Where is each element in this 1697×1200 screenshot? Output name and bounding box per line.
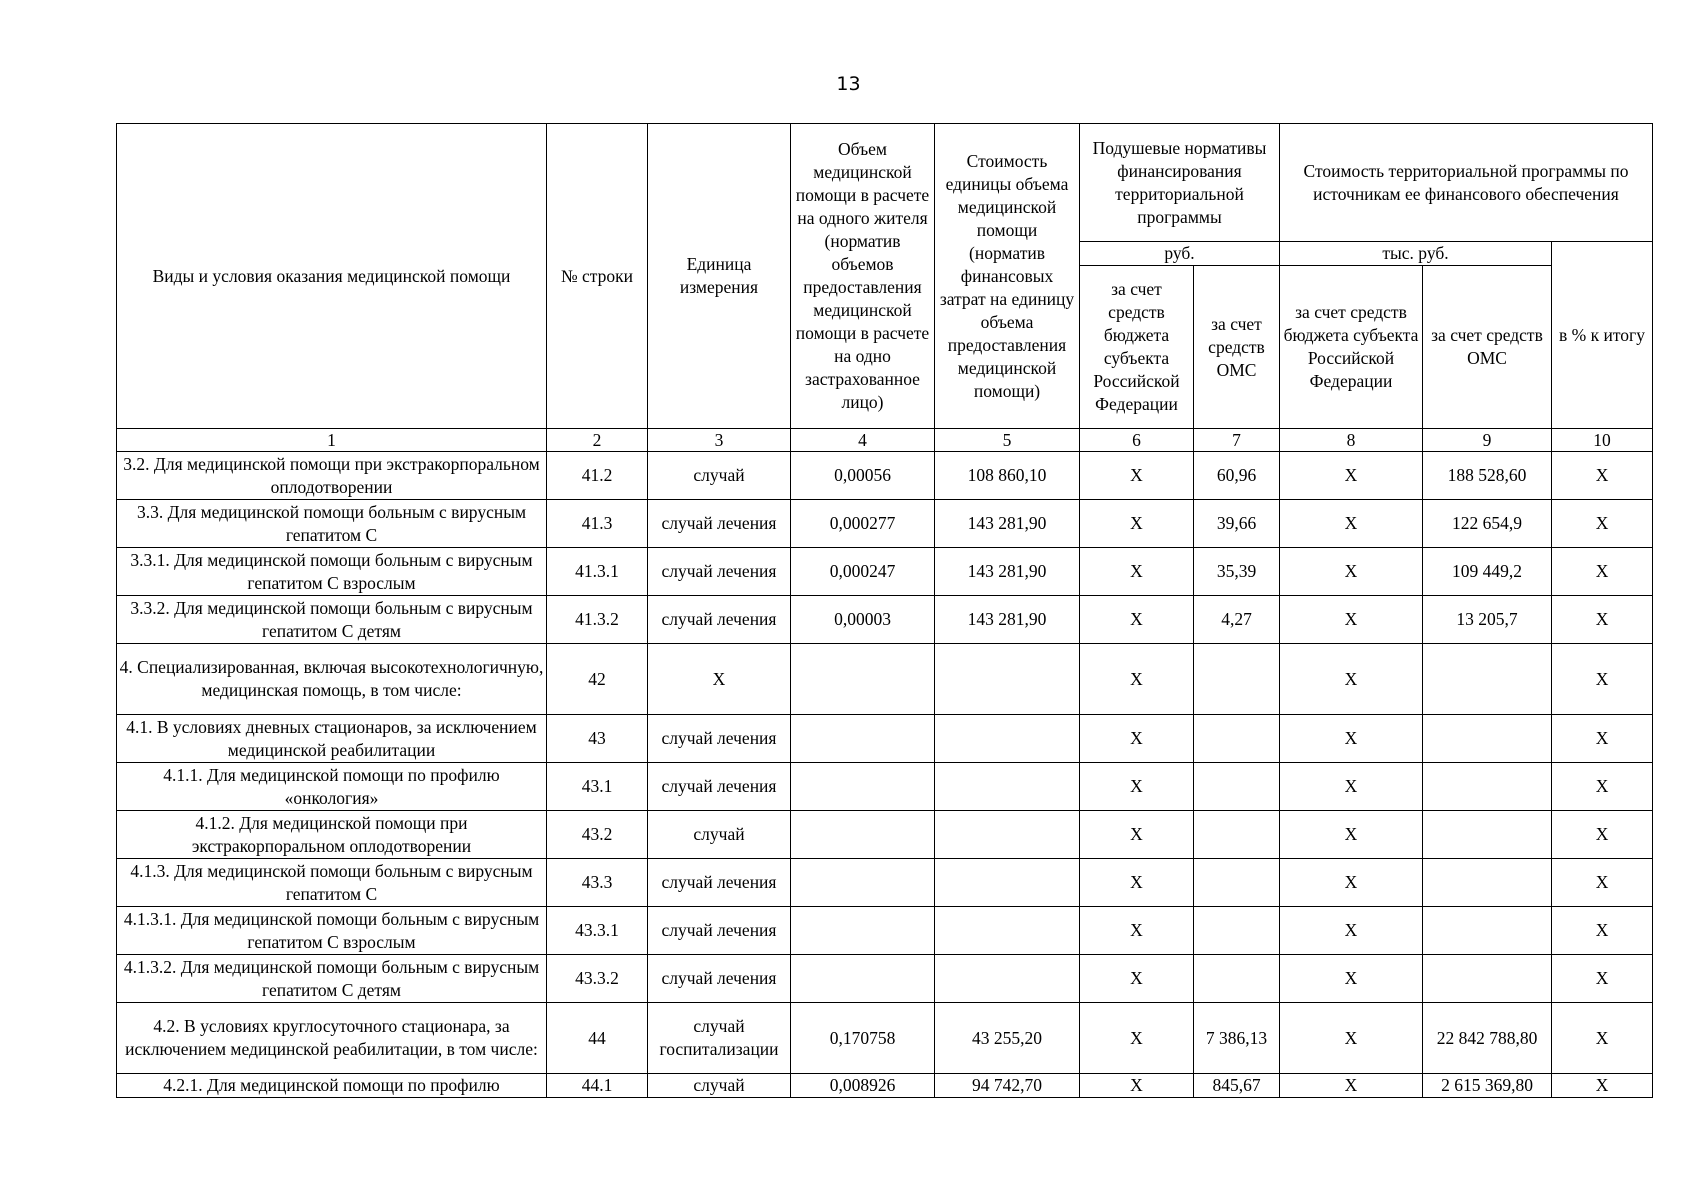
row-per-capita-budget: X xyxy=(1080,548,1194,596)
header-unit: Единица измерения xyxy=(648,124,791,429)
row-unit-cost xyxy=(935,644,1080,715)
row-cost-oms xyxy=(1423,955,1552,1003)
row-description: 4.1.3.2. Для медицинской помощи больным с вирусным гепатитом С детям xyxy=(117,955,547,1003)
row-per-capita-budget: X xyxy=(1080,907,1194,955)
row-per-capita-budget: X xyxy=(1080,1074,1194,1098)
row-volume xyxy=(791,763,935,811)
row-cost-oms xyxy=(1423,763,1552,811)
row-number: 41.2 xyxy=(547,452,648,500)
row-cost-oms xyxy=(1423,811,1552,859)
row-number: 43.3 xyxy=(547,859,648,907)
row-cost-oms: 109 449,2 xyxy=(1423,548,1552,596)
table-row xyxy=(117,644,1653,715)
header-budget-subject-thous: за счет средств бюджета субъекта Российской Федерации xyxy=(1280,266,1423,429)
row-per-capita-oms: 4,27 xyxy=(1194,596,1280,644)
row-description: 4.1.3. Для медицинской помощи больным с вирусным гепатитом С xyxy=(117,859,547,907)
row-unit-cost xyxy=(935,907,1080,955)
column-number: 2 xyxy=(547,429,648,452)
row-per-capita-budget: X xyxy=(1080,1003,1194,1074)
header-program-cost: Стоимость территориальной программы по источникам ее финансового обеспечения xyxy=(1280,124,1653,242)
row-number: 41.3.2 xyxy=(547,596,648,644)
row-cost-budget: X xyxy=(1280,500,1423,548)
row-cost-oms: 188 528,60 xyxy=(1423,452,1552,500)
row-number: 42 xyxy=(547,644,648,715)
row-cost-oms xyxy=(1423,907,1552,955)
row-description: 3.3. Для медицинской помощи больным с вирусным гепатитом С xyxy=(117,500,547,548)
row-unit: случай xyxy=(648,811,791,859)
row-per-capita-oms xyxy=(1194,811,1280,859)
row-per-capita-budget: X xyxy=(1080,763,1194,811)
column-number: 5 xyxy=(935,429,1080,452)
row-number: 41.3 xyxy=(547,500,648,548)
row-cost-budget: X xyxy=(1280,596,1423,644)
row-percent: X xyxy=(1552,811,1653,859)
row-cost-oms: 22 842 788,80 xyxy=(1423,1003,1552,1074)
table-row xyxy=(117,500,1653,548)
row-cost-budget: X xyxy=(1280,1003,1423,1074)
row-per-capita-oms: 7 386,13 xyxy=(1194,1003,1280,1074)
row-cost-budget: X xyxy=(1280,548,1423,596)
row-description: 3.3.1. Для медицинской помощи больным с вирусным гепатитом С взрослым xyxy=(117,548,547,596)
row-number: 43.3.2 xyxy=(547,955,648,1003)
column-number: 4 xyxy=(791,429,935,452)
header-oms-thous: за счет средств ОМС xyxy=(1423,266,1552,429)
row-number: 41.3.1 xyxy=(547,548,648,596)
column-number: 7 xyxy=(1194,429,1280,452)
row-number: 43.3.1 xyxy=(547,907,648,955)
row-description: 3.3.2. Для медицинской помощи больным с вирусным гепатитом С детям xyxy=(117,596,547,644)
financing-table xyxy=(116,123,1653,1098)
row-volume xyxy=(791,811,935,859)
row-volume xyxy=(791,715,935,763)
row-cost-budget: X xyxy=(1280,763,1423,811)
row-cost-budget: X xyxy=(1280,1074,1423,1098)
row-percent: X xyxy=(1552,763,1653,811)
row-percent: X xyxy=(1552,548,1653,596)
row-description: 3.2. Для медицинской помощи при экстракорпоральном оплодотворении xyxy=(117,452,547,500)
row-cost-budget: X xyxy=(1280,715,1423,763)
header-rub: руб. xyxy=(1080,242,1280,266)
header-volume: Объем медицинской помощи в расчете на одного жителя (норматив объемов предоставления медицинской помощи в расчете на одно застрахованное лицо) xyxy=(791,124,935,429)
row-volume: 0,008926 xyxy=(791,1074,935,1098)
row-per-capita-oms xyxy=(1194,955,1280,1003)
row-unit: случай госпитализации xyxy=(648,1003,791,1074)
row-cost-budget: X xyxy=(1280,644,1423,715)
row-percent: X xyxy=(1552,1074,1653,1098)
row-unit-cost xyxy=(935,811,1080,859)
row-percent: X xyxy=(1552,644,1653,715)
row-number: 43.1 xyxy=(547,763,648,811)
row-unit: случай лечения xyxy=(648,715,791,763)
table-row xyxy=(117,596,1653,644)
row-volume xyxy=(791,907,935,955)
row-number: 44 xyxy=(547,1003,648,1074)
header-kind: Виды и условия оказания медицинской помощи xyxy=(117,124,547,429)
table-row xyxy=(117,1074,1653,1098)
row-per-capita-oms xyxy=(1194,907,1280,955)
row-cost-budget: X xyxy=(1280,859,1423,907)
row-cost-budget: X xyxy=(1280,955,1423,1003)
row-unit-cost xyxy=(935,763,1080,811)
row-cost-oms: 2 615 369,80 xyxy=(1423,1074,1552,1098)
row-number: 44.1 xyxy=(547,1074,648,1098)
row-unit: случай лечения xyxy=(648,596,791,644)
row-number: 43.2 xyxy=(547,811,648,859)
row-cost-oms: 13 205,7 xyxy=(1423,596,1552,644)
row-cost-budget: X xyxy=(1280,452,1423,500)
row-per-capita-oms: 845,67 xyxy=(1194,1074,1280,1098)
row-per-capita-budget: X xyxy=(1080,500,1194,548)
row-per-capita-oms xyxy=(1194,859,1280,907)
row-volume: 0,00003 xyxy=(791,596,935,644)
column-number: 3 xyxy=(648,429,791,452)
row-unit: случай лечения xyxy=(648,500,791,548)
row-unit: случай xyxy=(648,452,791,500)
row-cost-oms xyxy=(1423,644,1552,715)
row-cost-oms xyxy=(1423,859,1552,907)
row-volume: 0,170758 xyxy=(791,1003,935,1074)
table-row xyxy=(117,548,1653,596)
row-volume: 0,000247 xyxy=(791,548,935,596)
row-description: 4.2.1. Для медицинской помощи по профилю xyxy=(117,1074,547,1098)
row-cost-oms xyxy=(1423,715,1552,763)
row-percent: X xyxy=(1552,715,1653,763)
row-per-capita-oms: 35,39 xyxy=(1194,548,1280,596)
row-description: 4.1.3.1. Для медицинской помощи больным с вирусным гепатитом С взрослым xyxy=(117,907,547,955)
table-row xyxy=(117,907,1653,955)
row-volume: 0,00056 xyxy=(791,452,935,500)
row-unit: случай лечения xyxy=(648,955,791,1003)
row-unit-cost: 94 742,70 xyxy=(935,1074,1080,1098)
row-unit: X xyxy=(648,644,791,715)
column-number: 8 xyxy=(1280,429,1423,452)
row-percent: X xyxy=(1552,1003,1653,1074)
header-per-capita: Подушевые нормативы финансирования территориальной программы xyxy=(1080,124,1280,242)
row-percent: X xyxy=(1552,452,1653,500)
row-per-capita-budget: X xyxy=(1080,452,1194,500)
table-row xyxy=(117,715,1653,763)
row-volume xyxy=(791,644,935,715)
row-description: 4.1. В условиях дневных стационаров, за исключением медицинской реабилитации xyxy=(117,715,547,763)
row-percent: X xyxy=(1552,907,1653,955)
row-unit-cost: 43 255,20 xyxy=(935,1003,1080,1074)
header-row-no: № строки xyxy=(547,124,648,429)
row-unit: случай лечения xyxy=(648,859,791,907)
row-description: 4.1.1. Для медицинской помощи по профилю «онкология» xyxy=(117,763,547,811)
row-description: 4.2. В условиях круглосуточного стационара, за исключением медицинской реабилитации, в том числе: xyxy=(117,1003,547,1074)
column-number: 9 xyxy=(1423,429,1552,452)
row-percent: X xyxy=(1552,955,1653,1003)
row-unit-cost xyxy=(935,859,1080,907)
row-per-capita-budget: X xyxy=(1080,955,1194,1003)
table-row xyxy=(117,452,1653,500)
row-unit-cost: 143 281,90 xyxy=(935,500,1080,548)
row-cost-budget: X xyxy=(1280,811,1423,859)
row-per-capita-oms xyxy=(1194,644,1280,715)
table-row xyxy=(117,955,1653,1003)
row-volume xyxy=(791,859,935,907)
row-unit-cost: 143 281,90 xyxy=(935,596,1080,644)
row-percent: X xyxy=(1552,859,1653,907)
row-cost-oms: 122 654,9 xyxy=(1423,500,1552,548)
row-per-capita-oms: 39,66 xyxy=(1194,500,1280,548)
row-cost-budget: X xyxy=(1280,907,1423,955)
row-unit: случай лечения xyxy=(648,907,791,955)
row-unit-cost: 108 860,10 xyxy=(935,452,1080,500)
row-number: 43 xyxy=(547,715,648,763)
row-per-capita-oms xyxy=(1194,763,1280,811)
table-row xyxy=(117,763,1653,811)
row-description: 4.1.2. Для медицинской помощи при экстракорпоральном оплодотворении xyxy=(117,811,547,859)
row-per-capita-budget: X xyxy=(1080,715,1194,763)
column-number: 10 xyxy=(1552,429,1653,452)
row-per-capita-budget: X xyxy=(1080,811,1194,859)
header-cost: Стоимость единицы объема медицинской помощи (норматив финансовых затрат на единицу объема предоставления медицинской помощи) xyxy=(935,124,1080,429)
page-number: 13 xyxy=(836,73,861,95)
header-thous-rub: тыс. руб. xyxy=(1280,242,1552,266)
row-volume xyxy=(791,955,935,1003)
column-number: 1 xyxy=(117,429,547,452)
row-volume: 0,000277 xyxy=(791,500,935,548)
row-percent: X xyxy=(1552,596,1653,644)
row-percent: X xyxy=(1552,500,1653,548)
row-unit: случай лечения xyxy=(648,763,791,811)
header-percent: в % к итогу xyxy=(1552,242,1653,429)
header-budget-subject: за счет средств бюджета субъекта Российской Федерации xyxy=(1080,266,1194,429)
row-description: 4. Специализированная, включая высокотехнологичную, медицинская помощь, в том числе: xyxy=(117,644,547,715)
table-row xyxy=(117,1003,1653,1074)
table-row xyxy=(117,859,1653,907)
row-per-capita-budget: X xyxy=(1080,859,1194,907)
row-per-capita-oms: 60,96 xyxy=(1194,452,1280,500)
row-unit-cost xyxy=(935,955,1080,1003)
column-number: 6 xyxy=(1080,429,1194,452)
row-per-capita-oms xyxy=(1194,715,1280,763)
row-unit-cost: 143 281,90 xyxy=(935,548,1080,596)
row-unit: случай xyxy=(648,1074,791,1098)
header-oms: за счет средств ОМС xyxy=(1194,266,1280,429)
column-number-row xyxy=(117,429,1653,452)
table-row xyxy=(117,811,1653,859)
row-unit: случай лечения xyxy=(648,548,791,596)
row-unit-cost xyxy=(935,715,1080,763)
row-per-capita-budget: X xyxy=(1080,644,1194,715)
row-per-capita-budget: X xyxy=(1080,596,1194,644)
